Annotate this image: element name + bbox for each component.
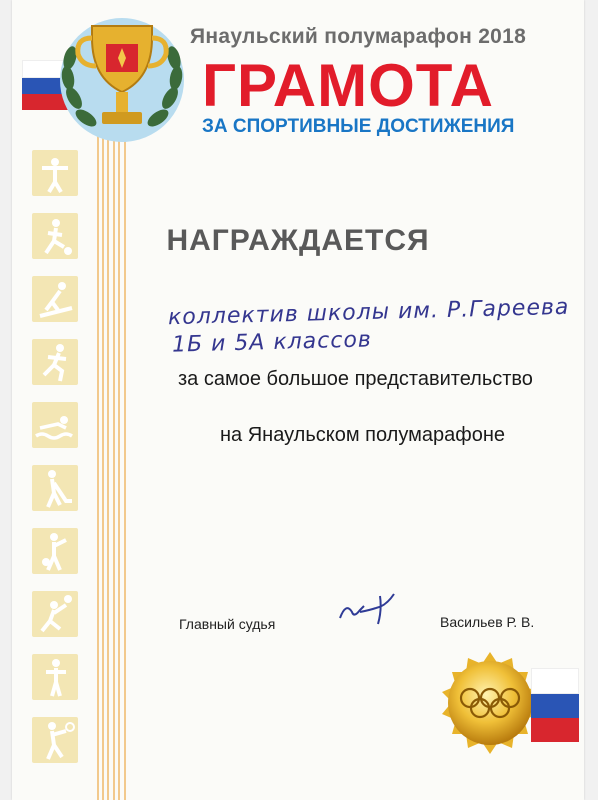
trophy-cup-emblem bbox=[52, 8, 192, 148]
running-icon bbox=[32, 339, 78, 385]
volleyball-icon bbox=[32, 591, 78, 637]
awarded-heading: НАГРАЖДАЕТСЯ bbox=[166, 224, 430, 257]
russian-flag-right bbox=[531, 668, 579, 740]
decorative-stripes bbox=[97, 118, 131, 800]
certificate-subtitle: ЗА СПОРТИВНЫЕ ДОСТИЖЕНИЯ bbox=[202, 116, 515, 137]
judge-label: Главный судья bbox=[179, 616, 276, 632]
swimming-icon bbox=[32, 402, 78, 448]
basketball-icon bbox=[32, 528, 78, 574]
recipient-handwritten-line1: коллектив школы им. Р.Гареева bbox=[167, 294, 570, 331]
certificate-page bbox=[12, 0, 584, 800]
certificate-title: ГРАМОТА bbox=[202, 52, 494, 119]
recipient-handwritten-line2: 1Б и 5А классов bbox=[171, 327, 373, 358]
award-event-phrase: на Янаульском полумарафоне bbox=[220, 424, 505, 446]
hockey-icon bbox=[32, 465, 78, 511]
tennis-icon bbox=[32, 717, 78, 763]
judge-name: Васильев Р. В. bbox=[440, 614, 535, 630]
shooting-icon bbox=[32, 654, 78, 700]
judge-signature bbox=[330, 588, 410, 628]
weightlifting-icon bbox=[32, 150, 78, 196]
event-title: Янаульский полумарафон 2018 bbox=[190, 25, 527, 48]
skiing-icon bbox=[32, 276, 78, 322]
award-reason: за самое большое представительство bbox=[178, 368, 533, 390]
